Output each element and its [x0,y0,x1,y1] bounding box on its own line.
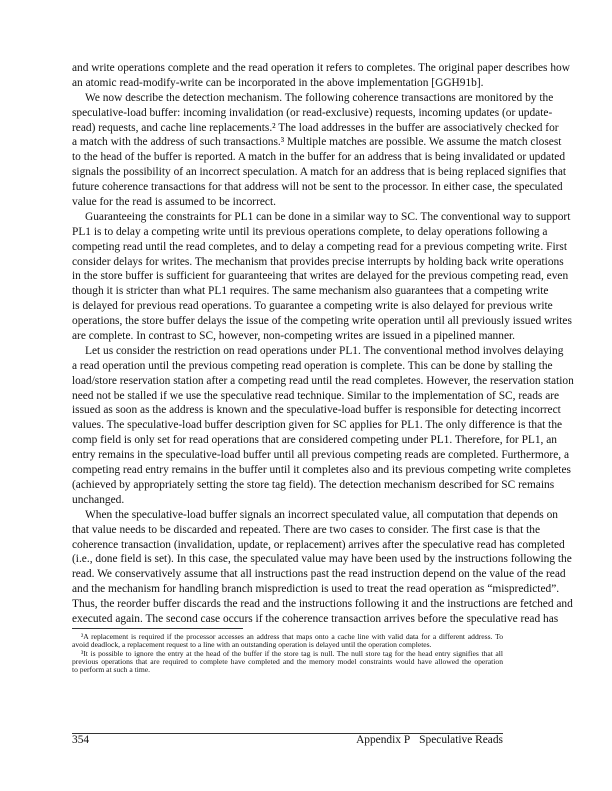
text-line: are complete. In contrast to SC, however, non-competing writes are issued in a pipelined manner. [72,330,516,343]
text-line: operations, the store buffer delays the issue of the competing write operation until all previously issued writes [72,315,572,328]
page-footer [72,734,503,746]
text-line: though it is stricter than what PL1 requires. The same mechanism also guarantees that a competing write [72,285,549,298]
text-line: Guaranteeing the constraints for PL1 can be done in a similar way to SC. The conventional way to support [85,210,571,223]
text-line: comp field is only set for read operations that are considered competing under PL1. Therefore, for PL1, an [72,434,558,447]
text-line: load/store reservation station after a competing read until the read completes. However, the reservation station [72,374,574,387]
paragraph [72,344,574,508]
text-line: coherence transaction (invalidation, update, or replacement) arrives after the speculative read has completed [72,538,565,551]
text-line: read. We conservatively assume that all instructions past the read instruction depend on the value of the read [72,568,566,581]
text-line: speculative-load buffer: incoming invalidation (or read-exclusive) requests, incoming updates (or update- [72,106,553,119]
text-line: We now describe the detection mechanism. The following coherence transactions are monitored by the [85,91,554,104]
text-line: Thus, the reorder buffer discards the read and the instructions following it and the instructions are fetched and [72,598,573,611]
text-line: competing read entry remains in the buffer until it completes also and its previous competing write completes [72,464,571,477]
text-line: competing read until the read completes, and to delay a competing read for a previous competing write. First [72,240,568,253]
text-line: an atomic read-modify-write can be incorporated in the above implementation [GGH91b]. [72,76,484,89]
footnote [72,633,503,650]
text-line: to the head of the buffer is reported. A match in the buffer for an address that is being invalidated or updated [72,151,566,164]
text-line: issued as soon as the address is known and the speculative-load buffer is responsible for detecting incorrect [72,404,561,417]
text-line: in the store buffer is sufficient for guaranteeing that writes are delayed for the previous competing read, even [72,270,569,283]
paragraph [72,210,572,344]
paragraph [72,61,570,91]
text-line: Let us consider the restriction on read operations under PL1. The conventional method involves delaying [85,344,564,357]
text-line: PL1 is to delay a competing write until its previous operations complete, to delay operations following a [72,225,548,238]
text-line: entry remains in the speculative-load buffer until all previous competing reads are completed. Furthermore, a [72,449,570,462]
text-line: and write operations complete and the read operation it refers to completes. The original paper describes how [72,62,570,74]
running-footer [356,734,503,746]
footnote-divider [72,628,243,629]
text-line: need not be stalled if we use the speculative read technique. Similar to the implementation of SC, reads are [72,389,560,402]
paragraph [72,508,573,627]
footnote [72,650,503,675]
page-number: 354 [72,734,90,746]
footnote-line: ³It is possible to ignore the entry at the head of the buffer if the store tag is null. The null store tag for the head entry signifies that all [81,648,503,658]
text-line: unchanged. [72,493,125,506]
text-line: and the mechanism for handling branch misprediction is used to treat the read operation as “mispredicted”. [72,583,560,596]
text-line: (i.e., done field is set). In this case, the speculated value may have been used by the instructions following the [72,553,572,566]
section-title: Speculative Reads [419,734,503,746]
footnote-line: previous operations that are required to complete have completed and the memory model constraints would have allowed the operation [72,656,503,666]
footnote-line: avoid deadlock, a replacement request to a line with an outstanding operation is delayed until the operation completes. [72,640,432,650]
chapter-label: Appendix P [356,734,411,746]
text-line: executed again. The second case occurs if the coherence transaction arrives before the speculative read has [72,612,559,625]
text-line: consider delays for writes. The mechanism that provides precise interrupts by holding back write operations [72,255,564,268]
text-line: signals the possibility of an incorrect speculation. A match for an address that is being replaced signifies that [72,166,567,179]
text-line: is delayed for previous read operations. To guarantee a competing write is also delayed for previous write [72,300,553,313]
paragraph [72,91,567,210]
text-line: a read operation until the previous competing read operation is complete. This can be done by stalling the [72,359,553,372]
text-line: values. The speculative-load buffer description given for SC applies for PL1. The only difference is that the [72,419,563,432]
footnote-line: ²A replacement is required if the processor accesses an address that maps onto a cache line with valid data for a different address. To [81,632,503,641]
text-line: read) requests, and cache line replacements.² The load addresses in the buffer are associatively checked for [72,121,559,134]
body-text [72,61,574,627]
text-line: value for the read is assumed to be incorrect. [72,196,277,209]
footnote-line: to perform at such a time. [72,665,151,675]
footnotes [72,633,503,674]
text-line: When the speculative-load buffer signals an incorrect speculated value, all computation that depends on [85,508,558,521]
text-line: future coherence transactions for that address will not be sent to the processor. In either case, the speculated [72,181,563,194]
text-line: (achieved by appropriately setting the store tag field). The detection mechanism described for SC remains [72,478,555,491]
text-line: that value needs to be discarded and repeated. There are two cases to consider. The first case is that the [72,523,540,536]
text-line: a match with the address of such transactions.³ Multiple matches are possible. We assume the match closest [72,136,562,149]
